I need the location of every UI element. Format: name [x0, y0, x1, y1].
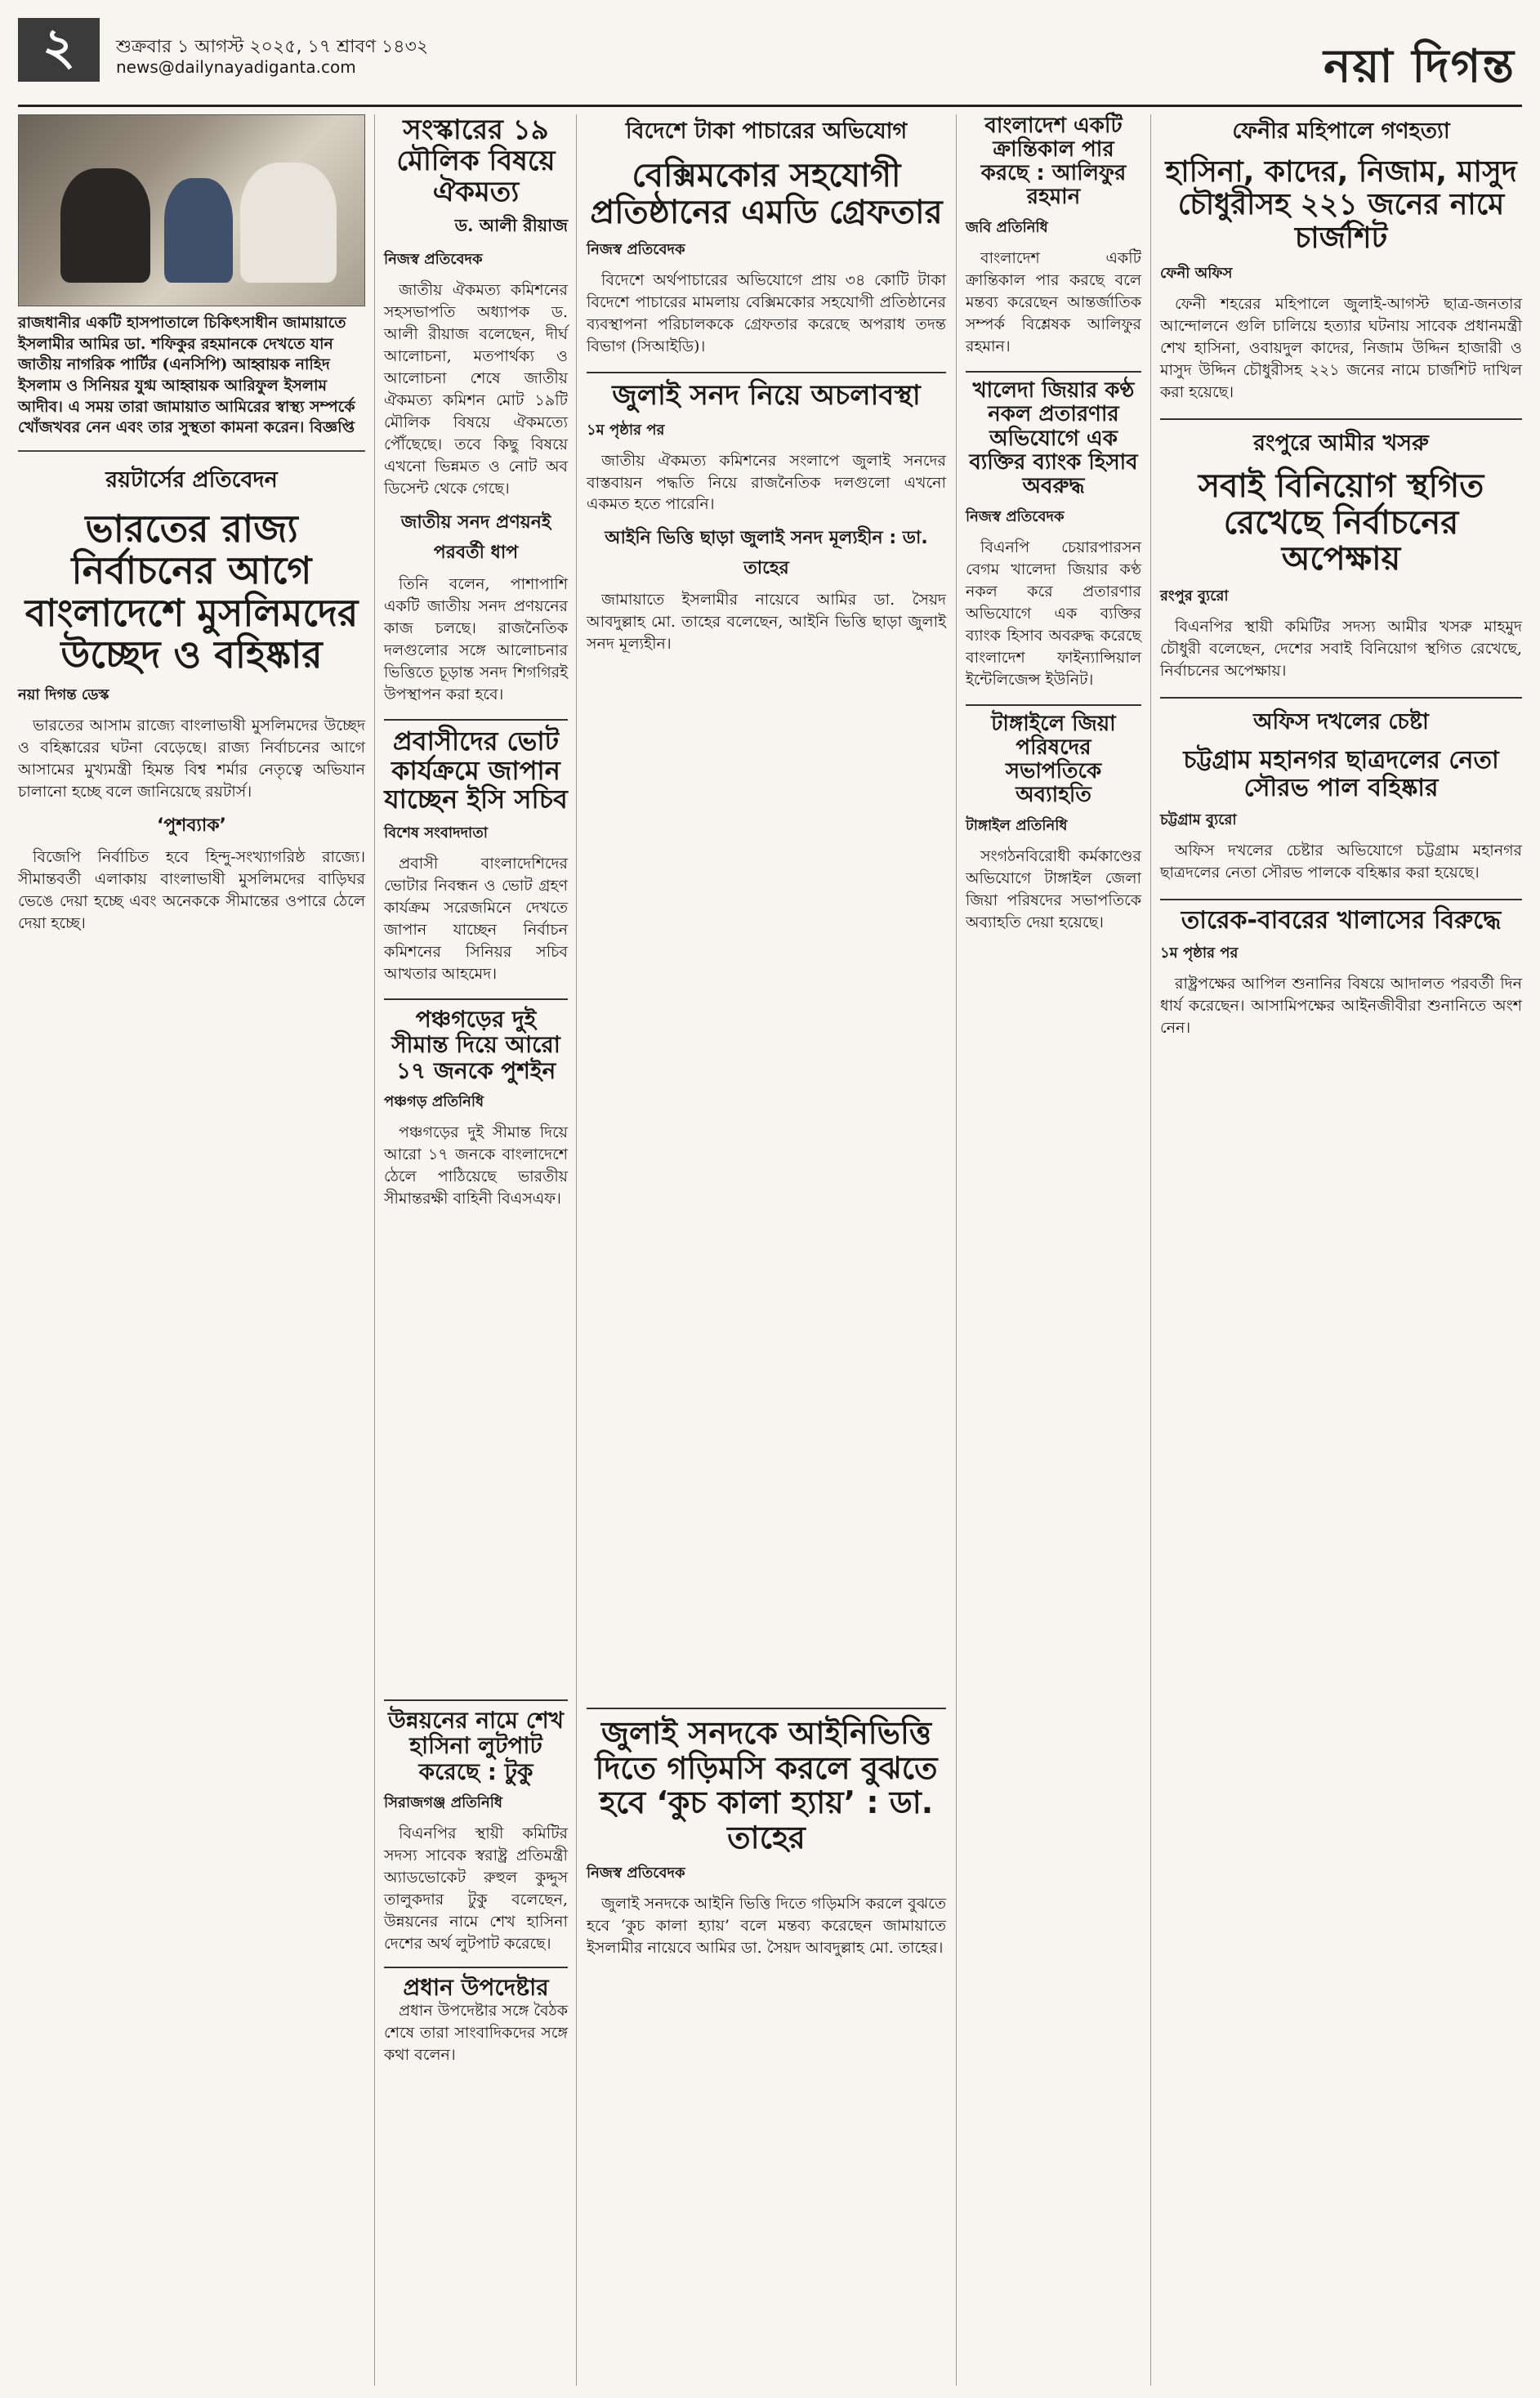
column-divider — [956, 114, 957, 2386]
column-center-bottom — [587, 1708, 946, 1963]
article-author: ড. আলী রীয়াজ — [454, 215, 568, 236]
article-byline: রংপুর ব্যুরো — [1160, 587, 1229, 605]
masthead — [0, 0, 1540, 118]
masthead-rule — [18, 105, 1522, 107]
article-kicker: রয়টার্সের প্রতিবেদন — [105, 467, 278, 493]
article-headline[interactable]: খালেদা জিয়ার কণ্ঠ নকল প্রতারণার অভিযোগে এক ব্যক্তির ব্যাংক হিসাব অবরুদ্ধ — [969, 378, 1138, 498]
article-body: ফেনী শহরের মহিপালে জুলাই-আগস্ট ছাত্র-জনতার আন্দোলনে গুলি চালিয়ে হত্যার ঘটনায় সাবেক প্রধানমন্ত্রী শেখ হাসিনা, ওবায়দুল কাদের, নিজাম উদ্দিন হাজারী ও মাসুদ উদ্দিন চৌধুরীসহ ২২১ জনের নামে চার্জশিট দাখিল করা হয়েছে। — [1160, 294, 1522, 401]
newspaper-logo: নয়া দিগন্ত — [1324, 40, 1515, 93]
article-byline: জবি প্রতিনিধি — [966, 219, 1048, 237]
article-kicker: ফেনীর মহিপালে গণহত্যা — [1232, 118, 1450, 144]
article-body: বাংলাদেশ একটি ক্রান্তিকাল পার করছে বলে মন্তব্য করেছেন আন্তর্জাতিক সম্পর্ক বিশ্লেষক আলিফুর রহমান। — [966, 249, 1141, 356]
column-2b — [384, 1699, 568, 2070]
article-box — [1160, 418, 1522, 682]
article-headline[interactable]: জুলাই সনদকে আইনিভিত্তি দিতে গড়িমসি করলে বুঝতে হবে ‘কুচ কালা হ্যায়’ : ডা. তাহের — [595, 1715, 938, 1855]
article-headline[interactable]: উন্নয়নের নামে শেখ হাসিনা লুটপাট করেছে : টুকু — [387, 1707, 565, 1785]
article-box — [1160, 899, 1522, 1039]
article-headline[interactable]: জুলাই সনদ নিয়ে অচলাবস্থা — [612, 379, 921, 413]
article-box — [587, 372, 946, 655]
news-photo — [18, 114, 365, 306]
article-headline[interactable]: প্রবাসীদের ভোট কার্যক্রমে জাপান যাচ্ছেন ইসি সচিব — [384, 725, 568, 815]
article-kicker: বিদেশে টাকা পাচারের অভিযোগ — [625, 118, 908, 144]
article-headline[interactable]: টাঙ্গাইলে জিয়া পরিষদের সভাপতিকে অব্যাহতি — [991, 711, 1116, 807]
column-4 — [966, 114, 1141, 937]
article-byline: টাঙ্গাইল প্রতিনিধি — [966, 817, 1068, 835]
article-headline[interactable]: বাংলাদেশ একটি ক্রান্তিকাল পার করছে : আলিফুর রহমান — [980, 114, 1127, 210]
article-headline[interactable]: সংস্কারের ১৯ মৌলিক বিষয়ে ঐকমত্য — [396, 114, 556, 209]
article-box — [384, 1699, 568, 1955]
photo-caption: রাজধানীর একটি হাসপাতালে চিকিৎসাধীন জামায়াতে ইসলামীর আমির ডা. শফিকুর রহমানকে দেখতে যান জাতীয় নাগরিক পার্টির (এনসিপি) আহ্বায়ক নাহিদ ইসলাম ও সিনিয়র যুগ্ম আহ্বায়ক আরিফুল ইসলাম আদীব। এ সময় তারা জামায়াত আমিরের স্বাস্থ্য সম্পর্কে খোঁজখবর নেন এবং তার সুস্থতা কামনা করেন। বিজ্ঞপ্তি — [18, 314, 355, 437]
article-subhead: ‘পুশব্যাক’ — [156, 815, 227, 836]
article-box — [966, 371, 1141, 690]
article-headline[interactable]: পঞ্চগড়ের দুই সীমান্ত দিয়ে আরো ১৭ জনকে পুশইন — [391, 1006, 560, 1084]
column-center — [587, 114, 946, 659]
email-link[interactable]: news@dailynayadiganta.com — [116, 57, 356, 77]
article-body: অফিস দখলের চেষ্টার অভিযোগে চট্টগ্রাম মহানগর ছাত্রদলের নেতা সৌরভ পালকে বহিষ্কার করা হয়েছে। — [1160, 842, 1522, 882]
article-body: জাতীয় ঐকমত্য কমিশনের সহসভাপতি অধ্যাপক ড. আলী রীয়াজ বলেছেন, দীর্ঘ আলোচনা, মতপার্থক্য ও আলোচনা শেষে জাতীয় ঐকমত্য কমিশন মোট ১৯টি মৌলিক বিষয়ে ঐকমত্যে পৌঁছেছে। তবে কিছু বিষয়ে এখনো ভিন্নমত ও নোট অব ডিসেন্ট থেকে গেছে। — [384, 281, 568, 498]
article-headline[interactable]: সবাই বিনিয়োগ স্থগিত রেখেছে নির্বাচনের অপেক্ষায় — [1198, 467, 1484, 578]
article-headline[interactable]: প্রধান উপদেষ্টার — [403, 1973, 549, 2001]
article-body: পঞ্চগড়ের দুই সীমান্ত দিয়ে আরো ১৭ জনকে বাংলাদেশে ঠেলে পাঠিয়েছে ভারতীয় সীমান্তরক্ষী বাহিনী বিএসএফ। — [384, 1123, 568, 1208]
article-body: বিজেপি নির্বাচিত হবে হিন্দু-সংখ্যাগরিষ্ঠ রাজ্যে। সীমান্তবর্তী এলাকায় বাংলাভাষী মুসলিমদের বাড়িঘর ভেঙে দেয়া হচ্ছে এবং অনেককে সীমান্তের ওপারে ঠেলে দেয়া হচ্ছে। — [18, 847, 365, 932]
article-headline[interactable]: তারেক-বাবরের খালাসের বিরুদ্ধে — [1181, 906, 1502, 936]
column-5 — [1160, 114, 1522, 1043]
article-kicker: অফিস দখলের চেষ্টা — [1253, 709, 1429, 735]
article-body: বিএনপির স্থায়ী কমিটির সদস্য সাবেক স্বরাষ্ট্র প্রতিমন্ত্রী অ্যাডভোকেট রুহুল কুদ্দুস তালুকদার টুকু বলেছেন, উন্নয়নের নামে শেখ হাসিনা দেশের অর্থ লুটপাট করেছে। — [384, 1824, 568, 1953]
article-headline[interactable]: বেক্সিমকোর সহযোগী প্রতিষ্ঠানের এমডি গ্রেফতার — [590, 157, 943, 231]
article-byline: নয়া দিগন্ত ডেস্ক — [18, 685, 109, 703]
column-2 — [384, 114, 568, 1213]
article-box — [384, 719, 568, 985]
article-headline[interactable]: হাসিনা, কাদের, নিজাম, মাসুদ চৌধুরীসহ ২২১ জনের নামে চার্জশিট — [1165, 155, 1517, 255]
dateline: শুক্রবার ১ আগস্ট ২০২৫, ১৭ শ্রাবণ ১৪৩২ — [116, 37, 429, 57]
article-byline: চট্টগ্রাম ব্যুরো — [1160, 811, 1237, 829]
column-divider — [1150, 114, 1151, 2386]
article-box — [587, 1708, 946, 1959]
article-byline: সিরাজগঞ্জ প্রতিনিধি — [384, 1794, 502, 1812]
article-box — [966, 704, 1141, 934]
article-body: বিদেশে অর্থপাচারের অভিযোগে প্রায় ৩৪ কোটি টাকা বিদেশে পাচারের মামলায় বেক্সিমকোর সহযোগী প্রতিষ্ঠানের ব্যবস্থাপনা পরিচালককে গ্রেফতার করেছে অপরাধ তদন্ত বিভাগ (সিআইডি)। — [587, 270, 946, 355]
article-body: তিনি বলেন, পাশাপাশি একটি জাতীয় সনদ প্রণয়নের কাজ চলছে। রাজনৈতিক দলগুলোর সঙ্গে আলোচনার ভিত্তিতে চূড়ান্ত সনদ শিগগিরই উপস্থাপন করা হবে। — [384, 574, 568, 703]
article-body: প্রধান উপদেষ্টার সঙ্গে বৈঠক শেষে তারা সাংবাদিকদের সঙ্গে কথা বলেন। — [384, 2002, 568, 2065]
article-body: বিএনপির স্থায়ী কমিটির সদস্য আমীর খসরু মাহমুদ চৌধুরী বলেছেন, দেশের সবাই বিনিয়োগ স্থগিত রেখেছে, নির্বাচনের অপেক্ষায়। — [1160, 618, 1522, 681]
page-number: ২ — [18, 18, 100, 82]
article-box — [384, 998, 568, 1210]
article-byline: বিশেষ সংবাদদাতা — [384, 824, 488, 842]
article-byline: ১ম পৃষ্ঠার পর — [1160, 944, 1239, 962]
article-subhead: জাতীয় সনদ প্রণয়নই পরবর্তী ধাপ — [400, 511, 551, 563]
article-headline[interactable]: চট্টগ্রাম মহানগর ছাত্রদলের নেতা সৌরভ পাল বহিষ্কার — [1183, 746, 1499, 802]
article-box — [1160, 697, 1522, 884]
article-byline: ১ম পৃষ্ঠার পর — [587, 421, 665, 439]
article-body: রাষ্ট্রপক্ষের আপিল শুনানির বিষয়ে আদালত পরবর্তী দিন ধার্য করেছেন। আসামিপক্ষের আইনজীবীরা শুনানিতে অংশ নেন। — [1160, 974, 1522, 1037]
column-divider — [374, 114, 375, 2386]
article-body: সংগঠনবিরোধী কর্মকাণ্ডের অভিযোগে টাঙ্গাইল জেলা জিয়া পরিষদের সভাপতিকে অব্যাহতি দেয়া হয়েছে। — [966, 847, 1141, 931]
article-byline: নিজস্ব প্রতিবেদক — [966, 507, 1065, 525]
article-byline: নিজস্ব প্রতিবেদক — [384, 251, 483, 269]
divider — [18, 450, 365, 452]
article-byline: নিজস্ব প্রতিবেদক — [587, 1864, 685, 1882]
article-box — [384, 1967, 568, 2066]
article-subhead: আইনি ভিত্তি ছাড়া জুলাই সনদ মূল্যহীন : ডা. তাহের — [605, 528, 928, 579]
article-kicker: রংপুরে আমীর খসরু — [1253, 430, 1429, 456]
column-divider — [576, 114, 577, 2386]
article-headline[interactable]: ভারতের রাজ্য নির্বাচনের আগে বাংলাদেশে মুসলিমদের উচ্ছেদ ও বহিষ্কার — [25, 506, 359, 677]
article-body: প্রবাসী বাংলাদেশিদের ভোটার নিবন্ধন ও ভোট গ্রহণ কার্যক্রম সরেজমিনে দেখতে জাপান যাচ্ছেন নির্বাচন কমিশনের সিনিয়র সচিব আখতার আহমেদ। — [384, 855, 568, 984]
article-byline: নিজস্ব প্রতিবেদক — [587, 240, 685, 258]
article-body: জুলাই সনদকে আইনি ভিত্তি দিতে গড়িমসি করলে বুঝতে হবে ‘কুচ কালা হ্যায়’ বলে মন্তব্য করেছেন জামায়াতে ইসলামীর নায়েবে আমির ডা. সৈয়দ আবদুল্লাহ মো. তাহের। — [587, 1895, 946, 1958]
article-body: বিএনপি চেয়ারপারসন বেগম খালেদা জিয়ার কণ্ঠ নকল করে প্রতারণার অভিযোগে এক ব্যক্তির ব্যাংক হিসাব অবরুদ্ধ করেছে বাংলাদেশ ফাইন্যান্সিয়াল ইন্টেলিজেন্স ইউনিট। — [966, 538, 1141, 689]
column-1 — [18, 114, 365, 938]
article-body: জাতীয় ঐকমত্য কমিশনের সংলাপে জুলাই সনদের বাস্তবায়ন পদ্ধতি নিয়ে রাজনৈতিক দলগুলো এখনো একমত হতে পারেনি। — [587, 451, 946, 514]
article-byline: ফেনী অফিস — [1160, 264, 1233, 282]
article-body: জামায়াতে ইসলামীর নায়েবে আমির ডা. সৈয়দ আবদুল্লাহ মো. তাহের বলেছেন, আইনি ভিত্তি ছাড়া জুলাই সনদ মূল্যহীন। — [587, 591, 946, 654]
article-byline: পঞ্চগড় প্রতিনিধি — [384, 1093, 484, 1111]
article-body: ভারতের আসাম রাজ্যে বাংলাভাষী মুসলিমদের উচ্ছেদ ও বহিষ্কারের ঘটনা বেড়েছে। রাজ্য নির্বাচনের আগে আসামের মুখ্যমন্ত্রী হিমন্ত বিশ্ব শর্মার নেতৃত্বে অভিযান চালানো হচ্ছে বলে জানিয়েছে রয়টার্স। — [18, 716, 365, 801]
